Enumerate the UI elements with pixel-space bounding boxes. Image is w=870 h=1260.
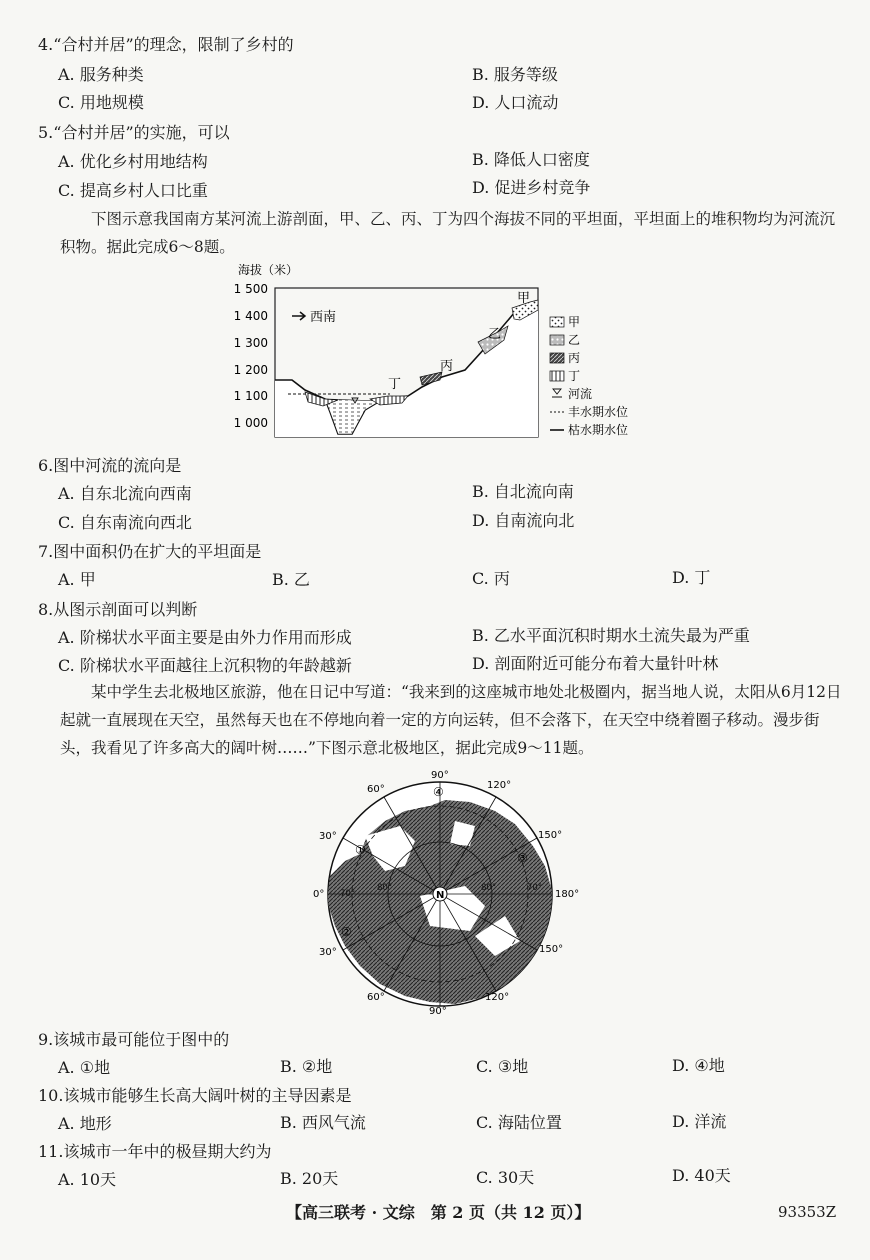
y-tick-1500: 1 500 [233, 282, 268, 296]
q5-stem: 5.“合村并居”的实施，可以 [38, 123, 230, 142]
legend-bing: 丙 [568, 351, 581, 365]
q5-option-b[interactable]: B. 降低人口密度 [472, 150, 590, 169]
q8-stem: 8.从图示剖面可以判断 [38, 600, 198, 619]
label-bing: 丙 [440, 359, 454, 374]
site-1-label: ① [355, 843, 366, 857]
lon-top: 90° [431, 770, 449, 781]
lon-0: 0° [313, 889, 325, 900]
legend-jia: 甲 [568, 315, 581, 329]
intro-paragraph-6-8: 下图示意我国南方某河流上游剖面，甲、乙、丙、丁为四个海拔不同的平坦面，平坦面上的堆积物均为河流沉积物。据此完成6～8题。 [60, 210, 836, 256]
q4-option-a[interactable]: A. 服务种类 [58, 65, 144, 84]
y-tick-1000: 1 000 [233, 416, 268, 430]
legend-swatch-bing [550, 353, 564, 363]
y-tick-1300: 1 300 [233, 336, 268, 350]
q9-option-c[interactable]: C. ③地 [476, 1057, 529, 1076]
q6-stem: 6.图中河流的流向是 [38, 456, 182, 475]
north-pole-label: N [436, 890, 445, 901]
q11-option-c[interactable]: C. 30天 [476, 1168, 535, 1187]
q10-option-b[interactable]: B. 西风气流 [280, 1113, 366, 1132]
q11-option-a[interactable]: A. 10天 [58, 1170, 117, 1189]
lat-80-right: 80° [481, 883, 497, 893]
q11-stem: 11.该城市一年中的极昼期大约为 [38, 1142, 272, 1161]
q10-option-c[interactable]: C. 海陆位置 [476, 1113, 562, 1132]
label-ding: 丁 [388, 377, 402, 392]
lon-150-bottom: 150° [539, 944, 564, 955]
q8-option-a[interactable]: A. 阶梯状水平面主要是由外力作用而形成 [58, 628, 352, 647]
q5-option-d[interactable]: D. 促进乡村竞争 [472, 178, 591, 197]
q9-option-d[interactable]: D. ④地 [672, 1056, 725, 1075]
label-jia: 甲 [517, 291, 531, 306]
q4-stem: 4.“合村并居”的理念，限制了乡村的 [38, 35, 294, 54]
q5-option-c[interactable]: C. 提高乡村人口比重 [58, 181, 208, 200]
page-footer: 【高三联考 · 文综 第 2 页（共 12 页）】 [286, 1203, 591, 1222]
lon-60-bottom: 60° [367, 992, 385, 1003]
legend-dry: 枯水期水位 [568, 423, 629, 437]
y-tick-1400: 1 400 [233, 309, 268, 323]
q6-option-d[interactable]: D. 自南流向北 [472, 511, 575, 530]
q11-option-b[interactable]: B. 20天 [280, 1169, 339, 1188]
lon-120-top: 120° [487, 780, 512, 791]
legend-swatch-jia [550, 317, 564, 327]
q8-option-c[interactable]: C. 阶梯状水平面越往上沉积物的年龄越新 [58, 656, 352, 675]
lon-30-top: 30° [319, 831, 337, 842]
q7-option-d[interactable]: D. 丁 [672, 568, 711, 587]
q9-option-b[interactable]: B. ②地 [280, 1057, 333, 1076]
q6-option-b[interactable]: B. 自北流向南 [472, 482, 574, 501]
y-tick-1100: 1 100 [233, 389, 268, 403]
site-4-label: ④ [433, 785, 444, 799]
q8-option-b[interactable]: B. 乙水平面沉积时期水土流失最为严重 [472, 626, 750, 645]
q4-option-c[interactable]: C. 用地规模 [58, 93, 144, 112]
q4-option-b[interactable]: B. 服务等级 [472, 65, 558, 84]
q7-option-b[interactable]: B. 乙 [272, 570, 310, 589]
q6-option-c[interactable]: C. 自东南流向西北 [58, 513, 192, 532]
y-tick-1200: 1 200 [233, 363, 268, 377]
legend-swatch-ding [550, 371, 564, 381]
q7-option-a[interactable]: A. 甲 [58, 570, 96, 589]
legend-flood: 丰水期水位 [568, 405, 629, 419]
y-axis-label: 海拔（米） [238, 263, 299, 277]
legend-swatch-yi [550, 335, 564, 345]
label-yi: 乙 [488, 327, 502, 342]
legend-ding: 丁 [568, 369, 581, 383]
lon-150-top: 150° [538, 830, 563, 841]
legend-river: 河流 [568, 387, 593, 401]
lon-bottom: 90° [429, 1006, 447, 1016]
q8-option-d[interactable]: D. 剖面附近可能分布着大量针叶林 [472, 654, 719, 673]
q9-stem: 9.该城市最可能位于图中的 [38, 1030, 230, 1049]
q10-option-d[interactable]: D. 洋流 [672, 1112, 727, 1131]
q4-option-d[interactable]: D. 人口流动 [472, 93, 559, 112]
q11-option-d[interactable]: D. 40天 [672, 1166, 731, 1185]
q6-option-a[interactable]: A. 自东北流向西南 [58, 484, 192, 503]
q10-option-a[interactable]: A. 地形 [58, 1114, 112, 1133]
lat-70-left: 70° [340, 889, 356, 899]
river-profile-figure [230, 262, 660, 447]
q5-option-a[interactable]: A. 优化乡村用地结构 [58, 152, 208, 171]
arrow-right-icon [292, 312, 305, 320]
site-3-label: ③ [517, 851, 528, 865]
direction-label: 西南 [310, 310, 337, 325]
lon-120-bottom: 120° [485, 992, 510, 1003]
lon-180: 180° [555, 889, 580, 900]
q9-option-a[interactable]: A. ①地 [58, 1058, 111, 1077]
legend-river-icon [552, 389, 562, 397]
paper-code: 93353Z [778, 1203, 837, 1221]
intro-paragraph-9-11: 某中学生去北极地区旅游，他在日记中写道：“我来到的这座城市地处北极圈内，据当地人说，太阳从6月12日起就一直展现在天空，虽然每天也在不停地向着一定的方向运转，但不会落下，在天空中绕着圈子移动。漫步街头，我看见了许多高大的阔叶树……”下图示意北极地区，据此完成9～11题。 [60, 683, 842, 757]
lon-60-top: 60° [367, 784, 385, 795]
site-2-label: ② [341, 925, 352, 939]
q7-option-c[interactable]: C. 丙 [472, 569, 510, 588]
q7-stem: 7.图中面积仍在扩大的平坦面是 [38, 542, 262, 561]
lat-70-right: 70° [527, 883, 543, 893]
q10-stem: 10.该城市能够生长高大阔叶树的主导因素是 [38, 1086, 352, 1105]
lon-30-bottom: 30° [319, 947, 337, 958]
arctic-map-figure [305, 766, 585, 1016]
lat-80-left: 80° [377, 883, 393, 893]
legend-yi: 乙 [568, 333, 581, 347]
